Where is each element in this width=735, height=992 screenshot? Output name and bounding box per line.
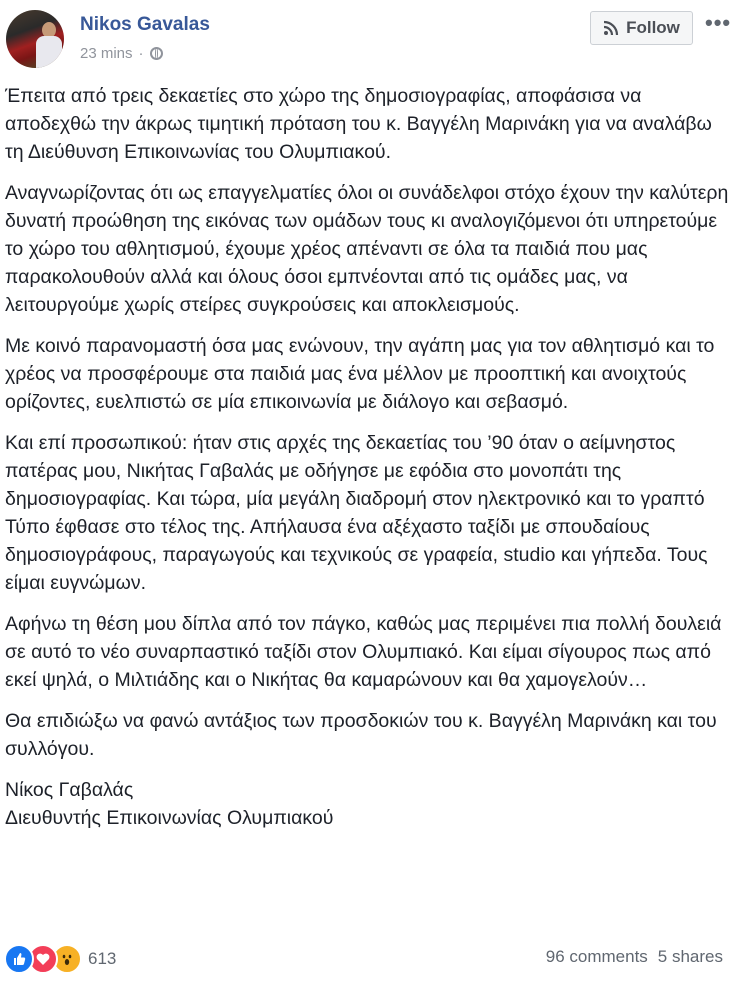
avatar[interactable] [6,10,64,68]
signature-title: Διευθυντής Επικοινωνίας Ολυμπιακού [5,807,334,829]
post-time[interactable]: 23 mins [80,45,133,62]
signature-name: Νίκος Γαβαλάς [5,779,134,801]
follow-button[interactable] [590,11,693,45]
meta-separator: · [138,45,144,62]
post-paragraph: Αναγνωρίζοντας ότι ως επαγγελματίες όλοι οι συνάδελφοι στόχο έχουν την καλύτερη δυνατή προώθηση της εικόνας των ομάδων τους κι αναλογιζόμενοι ότι υπηρετούμε το χώρο του αθλητισμού, έχουμε χρέος απέναντι σε όλα τα παιδιά που μας παρακολουθούν αλλά και όλους όσοι εμπνέονται από τις ομάδες μας, να λειτουργούμε χωρίς στείρες συγκρούσεις και αποκλεισμούς. [5,182,729,316]
like-icon [4,944,34,974]
reactions-summary[interactable] [4,944,116,974]
avatar-shirt [36,36,62,68]
more-options-icon[interactable]: ••• [705,10,732,35]
globe-icon[interactable] [150,47,163,60]
post-meta [80,45,163,62]
post-paragraph: Έπειτα από τρεις δεκαετίες στο χώρο της δημοσιογραφίας, αποφάσισα να αποδεχθώ την άκρως τιμητική πρόταση του κ. Βαγγέλη Μαρινάκη για να αναλάβω τη Διεύθυνση Επικοινωνίας του Ολυμπιακού. [5,85,712,163]
author-name[interactable]: Nikos Gavalas [80,14,210,35]
post-paragraph: Αφήνω τη θέση μου δίπλα από τον πάγκο, καθώς μας περιμένει πια πολλή δουλειά σε αυτό το νέο συναρπαστικό ταξίδι στον Ολυμπιακό. Και είμαι σίγουρος πως από εκεί ψηλά, ο Μιλτιάδης και ο Νικήτας θα καμαρώνουν και θα χαμογελούν… [5,613,722,691]
post-body [5,82,731,832]
post-stats [546,947,723,967]
post-paragraph: Και επί προσωπικού: ήταν στις αρχές της δεκαετίας του ’90 όταν ο αείμνηστος πατέρας μου, Νικήτας Γαβαλάς με οδήγησε με εφόδια στο μονοπάτι της δημοσιογραφίας. Και τώρα, μία μεγάλη διαδρομή στον ηλεκτρονικό και το γραπτό Τύπο έφθασε στο τέλος της. Απήλαυσα ένα αξέχαστο ταξίδι με σπουδαίους δημοσιογράφους, παραγωγούς και τεχνικούς σε γραφεία, studio και γήπεδα. Τους είμαι ευγνώμων. [5,432,708,594]
post-paragraph: Με κοινό παρανομαστή όσα μας ενώνουν, την αγάπη μας για τον αθλητισμό και το χρέος να προσφέρουμε στα παιδιά μας ένα μέλλον με προοπτική και ανοιχτούς ορίζοντες, ευελπιστώ σε μία επικοινωνία με διάλογο και σεβασμό. [5,335,715,413]
post-footer [0,938,735,978]
reaction-count: 613 [88,949,117,968]
post-header [0,0,735,75]
shares-count[interactable]: 5 shares [657,947,723,966]
follow-label: Follow [626,18,680,37]
comments-count[interactable]: 96 comments [545,947,648,966]
rss-icon [603,20,619,36]
post-paragraph: Θα επιδιώξω να φανώ αντάξιος των προσδοκιών του κ. Βαγγέλη Μαρινάκη και του συλλόγου. [5,710,717,760]
